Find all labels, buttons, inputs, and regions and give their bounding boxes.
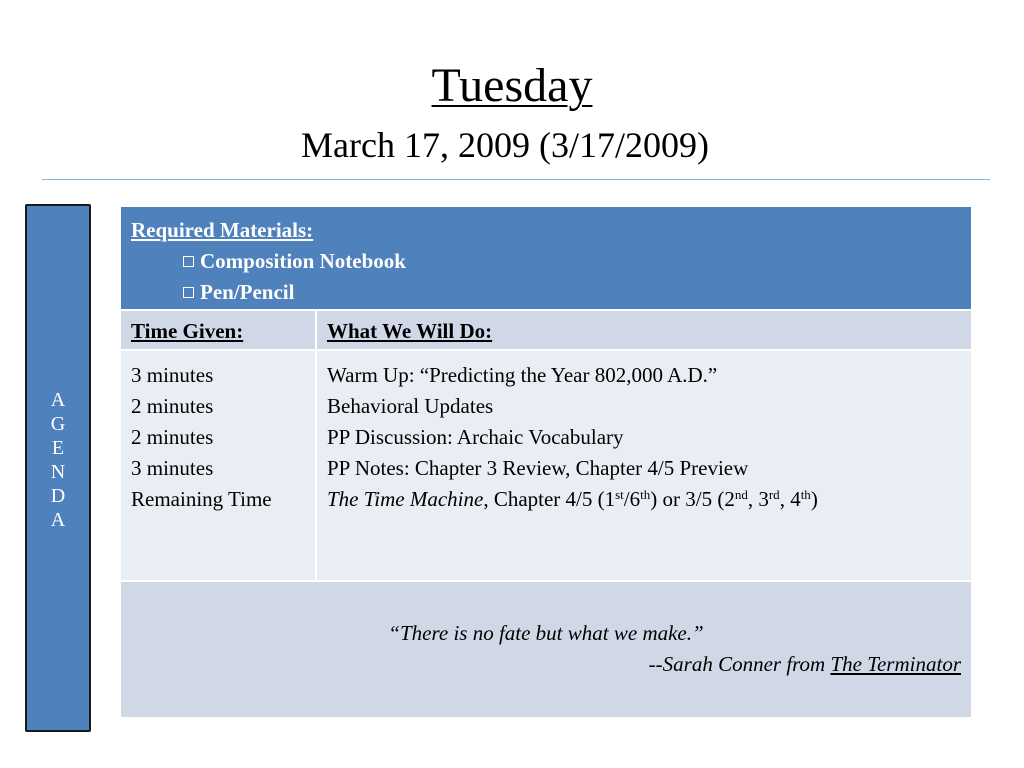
- activity-column: [316, 350, 972, 581]
- materials-item: [131, 277, 961, 308]
- activity-entry: Warm Up: “Predicting the Year 802,000 A.D.”: [327, 362, 718, 387]
- activity-entry: Behavioral Updates: [327, 393, 494, 418]
- column-header-activity: What We Will Do:: [316, 310, 972, 350]
- materials-heading: Required Materials:: [131, 218, 314, 242]
- agenda-letter: A: [50, 509, 66, 531]
- time-entry: 3 minutes: [131, 362, 214, 387]
- time-column: [120, 350, 316, 581]
- time-entry: 2 minutes: [131, 424, 214, 449]
- time-entry: Remaining Time: [131, 486, 272, 511]
- agenda-letter: A: [50, 389, 66, 411]
- activity-entry: The Time Machine, Chapter 4/5 (1st/6th) or 3/5 (2nd, 3rd, 4th): [327, 486, 818, 511]
- time-entry: 2 minutes: [131, 393, 214, 418]
- materials-item: [131, 246, 961, 277]
- agenda-letters: [27, 388, 89, 532]
- materials-cell: [120, 206, 972, 310]
- activity-entry: PP Discussion: Archaic Vocabulary: [327, 424, 624, 449]
- materials-item-label: Pen/Pencil: [200, 280, 295, 304]
- page-title: Tuesday: [431, 59, 593, 112]
- agenda-letter: E: [51, 437, 65, 459]
- checkbox-square-icon: [183, 256, 194, 267]
- page-subtitle: March 17, 2009 (3/17/2009): [301, 125, 709, 165]
- agenda-letter: G: [50, 413, 66, 435]
- agenda-letter: N: [50, 461, 66, 483]
- checkbox-square-icon: [183, 287, 194, 298]
- divider-line: [42, 179, 990, 180]
- column-header-time: Time Given:: [120, 310, 316, 350]
- activity-entry: PP Notes: Chapter 3 Review, Chapter 4/5 Preview: [327, 455, 749, 480]
- book-title: The Time Machine: [327, 486, 484, 511]
- agenda-sidebar: [25, 204, 91, 732]
- quote-cell: [120, 581, 972, 718]
- materials-item-label: Composition Notebook: [200, 249, 406, 273]
- quote-attribution: --Sarah Conner from The Terminator: [648, 652, 961, 677]
- time-entry: 3 minutes: [131, 455, 214, 480]
- quote-text: “There is no fate but what we make.”: [388, 621, 704, 646]
- agenda-letter: D: [50, 485, 66, 507]
- agenda-table: [119, 205, 973, 719]
- film-title: The Terminator: [830, 652, 961, 677]
